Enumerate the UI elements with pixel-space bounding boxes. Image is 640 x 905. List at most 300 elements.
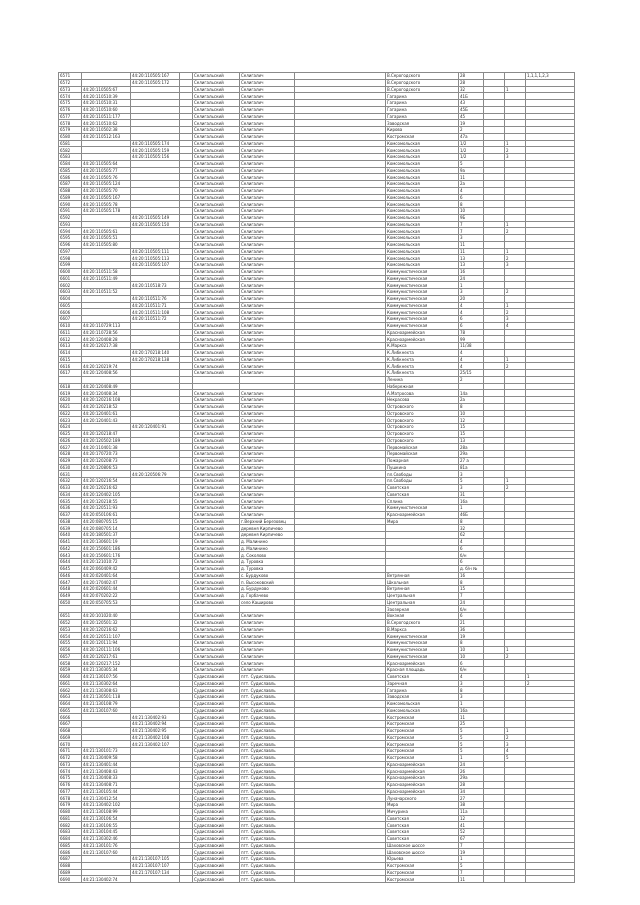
street-cell: Коммунистическая xyxy=(386,282,459,289)
empty-cell xyxy=(180,700,193,707)
cadastral-number-alt-cell xyxy=(131,687,180,694)
apartment-cell xyxy=(505,336,526,343)
settlement-cell: деревня Кирпичево xyxy=(240,525,295,532)
empty-cell xyxy=(295,187,386,194)
extra-cell xyxy=(484,174,505,181)
row-number-cell: 6683 xyxy=(59,829,82,836)
settlement-cell: Селигалич xyxy=(240,93,295,100)
table-row xyxy=(59,127,575,134)
district-cell: Селигальский xyxy=(193,208,240,215)
house-number-cell: 16 xyxy=(459,572,484,579)
street-cell: Комсомольская xyxy=(386,174,459,181)
house-number-cell: 5 xyxy=(459,160,484,167)
settlement-cell: Селигалич xyxy=(240,79,295,86)
apartment-cell xyxy=(505,835,526,842)
district-cell: Селигальский xyxy=(193,471,240,478)
house-number-cell: 2а xyxy=(459,397,484,404)
table-row xyxy=(59,545,575,552)
extra-cell xyxy=(484,687,505,694)
table-row xyxy=(59,282,575,289)
empty-cell xyxy=(295,113,386,120)
house-number-cell: 1 xyxy=(459,282,484,289)
remark-cell xyxy=(526,289,575,296)
house-number-cell: 1 xyxy=(459,856,484,863)
table-row xyxy=(59,748,575,755)
settlement-cell: Селигалич xyxy=(240,187,295,194)
cadastral-number-cell: 44:21:130107:60 xyxy=(82,707,131,714)
cadastral-number-cell: 44:21:130409:58 xyxy=(82,754,131,761)
cadastral-number-alt-cell: 44:20:110505:159 xyxy=(131,147,180,154)
table-row xyxy=(59,329,575,336)
cadastral-number-alt-cell xyxy=(131,194,180,201)
cadastral-number-cell xyxy=(82,147,131,154)
house-number-cell: 25/15 xyxy=(459,370,484,377)
street-cell: Комсомольская xyxy=(386,707,459,714)
remark-cell xyxy=(526,133,575,140)
remark-cell xyxy=(526,667,575,674)
district-cell: Селигальский xyxy=(193,255,240,262)
remark-cell xyxy=(526,491,575,498)
house-number-cell: 16 xyxy=(459,268,484,275)
remark-cell xyxy=(526,498,575,505)
extra-cell xyxy=(484,748,505,755)
cadastral-number-alt-cell xyxy=(131,808,180,815)
street-cell: В.Серогодского xyxy=(386,86,459,93)
street-cell: Коммунистическая xyxy=(386,295,459,302)
empty-cell xyxy=(295,532,386,539)
cadastral-number-alt-cell xyxy=(131,876,180,883)
table-row xyxy=(59,100,575,107)
empty-cell xyxy=(295,100,386,107)
empty-cell xyxy=(295,667,386,674)
cadastral-number-cell: 44:20:120502:189 xyxy=(82,437,131,444)
cadastral-number-alt-cell xyxy=(131,430,180,437)
remark-cell xyxy=(526,768,575,775)
cadastral-number-alt-cell: 44:20:110505:172 xyxy=(131,79,180,86)
street-cell: Заводская xyxy=(386,120,459,127)
empty-cell xyxy=(180,808,193,815)
street-cell xyxy=(386,559,459,566)
cadastral-number-cell: 44:20:050106:61 xyxy=(82,511,131,518)
remark-cell xyxy=(526,106,575,113)
district-cell: Судиславский xyxy=(193,781,240,788)
district-cell: Селигальский xyxy=(193,268,240,275)
street-cell: Красноармейская xyxy=(386,788,459,795)
district-cell: Селигальский xyxy=(193,586,240,593)
house-number-cell: 28 xyxy=(459,73,484,80)
street-cell: Красноармейская xyxy=(386,660,459,667)
empty-cell xyxy=(295,559,386,566)
street-cell: Комсомольская xyxy=(386,228,459,235)
empty-cell xyxy=(180,606,193,613)
row-number-cell: 6623 xyxy=(59,417,82,424)
district-cell: Селигальский xyxy=(193,93,240,100)
house-number-cell: 28а xyxy=(459,444,484,451)
cadastral-number-alt-cell xyxy=(131,174,180,181)
remark-cell xyxy=(526,532,575,539)
extra-cell xyxy=(484,93,505,100)
remark-cell xyxy=(526,275,575,282)
table-row xyxy=(59,667,575,674)
apartment-cell: 1 xyxy=(505,248,526,255)
cadastral-number-cell xyxy=(82,221,131,228)
remark-cell: 1 xyxy=(526,673,575,680)
row-number-cell: 6677 xyxy=(59,788,82,795)
table-row xyxy=(59,680,575,687)
remark-cell xyxy=(526,464,575,471)
empty-cell xyxy=(180,687,193,694)
empty-cell xyxy=(295,700,386,707)
remark-cell xyxy=(526,694,575,701)
apartment-cell: 2 xyxy=(505,484,526,491)
street-cell: Коммунистическая xyxy=(386,316,459,323)
apartment-cell: 5 xyxy=(505,754,526,761)
cadastral-number-cell: 44:20:120408:34 xyxy=(82,390,131,397)
street-cell: Ленина xyxy=(386,376,459,383)
house-number-cell: 34 xyxy=(459,788,484,795)
house-number-cell: 11 xyxy=(459,876,484,883)
empty-cell xyxy=(180,856,193,863)
row-number-cell: 6681 xyxy=(59,815,82,822)
empty-cell xyxy=(295,727,386,734)
cadastral-number-cell: 44:20:110510:31 xyxy=(82,100,131,107)
house-number-cell: 52 xyxy=(459,829,484,836)
settlement-cell: пгт. Судиславль xyxy=(240,788,295,795)
house-number-cell: 5 xyxy=(459,741,484,748)
settlement-cell: д. Малинино xyxy=(240,538,295,545)
remark-cell xyxy=(526,86,575,93)
row-number-cell: 6590 xyxy=(59,201,82,208)
cadastral-number-alt-cell: 44:21:130402:108 xyxy=(131,734,180,741)
extra-cell xyxy=(484,626,505,633)
empty-cell xyxy=(180,471,193,478)
remark-cell xyxy=(526,167,575,174)
table-row xyxy=(59,437,575,444)
table-row xyxy=(59,660,575,667)
apartment-cell: 3 xyxy=(505,262,526,269)
empty-cell xyxy=(180,673,193,680)
district-cell: Судиславский xyxy=(193,815,240,822)
street-cell: Центральная xyxy=(386,599,459,606)
extra-cell xyxy=(484,282,505,289)
street-cell: Островского xyxy=(386,430,459,437)
cadastral-number-cell: 44:21:130308:63 xyxy=(82,687,131,694)
row-number-cell: 6645 xyxy=(59,565,82,572)
apartment-cell: 1 xyxy=(505,646,526,653)
house-number-cell: 29а xyxy=(459,775,484,782)
remark-cell xyxy=(526,646,575,653)
cadastral-number-cell: 44:20:120401:43 xyxy=(82,417,131,424)
row-number-cell: 6592 xyxy=(59,214,82,221)
district-cell: Судиславский xyxy=(193,856,240,863)
row-number-cell: 6663 xyxy=(59,694,82,701)
apartment-cell xyxy=(505,471,526,478)
table-row xyxy=(59,275,575,282)
extra-cell xyxy=(484,673,505,680)
remark-cell xyxy=(526,505,575,512)
street-cell: Коммунистическая xyxy=(386,505,459,512)
apartment-cell xyxy=(505,437,526,444)
district-cell: Селигальский xyxy=(193,646,240,653)
remark-cell xyxy=(526,93,575,100)
district-cell: Селигальский xyxy=(193,174,240,181)
settlement-cell: Селигалич xyxy=(240,127,295,134)
district-cell: Селигальский xyxy=(193,316,240,323)
cadastral-number-cell xyxy=(82,248,131,255)
district-cell: Селигальский xyxy=(193,538,240,545)
empty-cell xyxy=(180,133,193,140)
extra-cell xyxy=(484,363,505,370)
remark-cell xyxy=(526,356,575,363)
table-row xyxy=(59,397,575,404)
table-row xyxy=(59,228,575,235)
extra-cell xyxy=(484,700,505,707)
apartment-cell xyxy=(505,700,526,707)
settlement-cell: пгт. Судиславль xyxy=(240,815,295,822)
extra-cell xyxy=(484,275,505,282)
row-number-cell: 6661 xyxy=(59,680,82,687)
empty-cell xyxy=(295,221,386,228)
table-row xyxy=(59,370,575,377)
house-number-cell: 25 xyxy=(459,721,484,728)
settlement-cell: д. Горбачево xyxy=(240,592,295,599)
row-number-cell: 6667 xyxy=(59,721,82,728)
apartment-cell xyxy=(505,511,526,518)
table-row xyxy=(59,451,575,458)
apartment-cell xyxy=(505,579,526,586)
remark-cell xyxy=(526,376,575,383)
empty-cell xyxy=(180,100,193,107)
cadastral-number-cell: 44:20:150601:186 xyxy=(82,545,131,552)
cadastral-number-alt-cell xyxy=(131,457,180,464)
table-row xyxy=(59,262,575,269)
remark-cell xyxy=(526,100,575,107)
remark-cell xyxy=(526,457,575,464)
house-number-cell: 10 xyxy=(459,653,484,660)
settlement-cell: Селигалич xyxy=(240,167,295,174)
district-cell: Селигальский xyxy=(193,167,240,174)
cadastral-number-cell: 44:21:130408:43 xyxy=(82,768,131,775)
cadastral-number-cell xyxy=(82,73,131,80)
apartment-cell xyxy=(505,349,526,356)
apartment-cell: 1 xyxy=(505,478,526,485)
empty-cell xyxy=(295,734,386,741)
settlement-cell: Селигалич xyxy=(240,322,295,329)
empty-cell xyxy=(180,552,193,559)
settlement-cell: п. Высоковский xyxy=(240,579,295,586)
cadastral-number-cell: 44:21:130408:71 xyxy=(82,781,131,788)
table-row xyxy=(59,538,575,545)
street-cell: Красноармейская xyxy=(386,768,459,775)
table-row xyxy=(59,174,575,181)
street-cell: Гагарина xyxy=(386,113,459,120)
empty-cell xyxy=(295,248,386,255)
apartment-cell xyxy=(505,235,526,242)
cadastral-number-cell: 44:21:130305:34 xyxy=(82,667,131,674)
cadastral-number-alt-cell xyxy=(131,781,180,788)
row-number-cell: 6602 xyxy=(59,282,82,289)
empty-cell xyxy=(180,646,193,653)
table-row xyxy=(59,363,575,370)
table-row xyxy=(59,781,575,788)
remark-cell xyxy=(526,808,575,815)
empty-cell xyxy=(180,694,193,701)
row-number-cell: 6611 xyxy=(59,329,82,336)
remark-cell xyxy=(526,140,575,147)
table-row xyxy=(59,430,575,437)
table-row xyxy=(59,194,575,201)
apartment-cell xyxy=(505,106,526,113)
row-number-cell: 6652 xyxy=(59,619,82,626)
extra-cell xyxy=(484,356,505,363)
apartment-cell xyxy=(505,370,526,377)
cadastral-number-cell: 44:20:110505:70 xyxy=(82,187,131,194)
street-cell: Комсомольская xyxy=(386,154,459,161)
cadastral-number-cell: 44:20:120408:49 xyxy=(82,383,131,390)
house-number-cell: 7 xyxy=(459,869,484,876)
empty-cell xyxy=(180,869,193,876)
apartment-cell xyxy=(505,457,526,464)
cadastral-number-cell: 44:21:130302:64 xyxy=(82,680,131,687)
extra-cell xyxy=(484,73,505,80)
cadastral-number-cell: 44:20:050705:53 xyxy=(82,599,131,606)
district-cell: Селигальский xyxy=(193,289,240,296)
cadastral-number-cell: 44:20:020601:44 xyxy=(82,586,131,593)
remark-cell xyxy=(526,795,575,802)
empty-cell xyxy=(180,498,193,505)
extra-cell xyxy=(484,714,505,721)
district-cell: Селигальский xyxy=(193,457,240,464)
row-number-cell: 6644 xyxy=(59,559,82,566)
cadastral-number-alt-cell xyxy=(131,815,180,822)
settlement-cell xyxy=(240,376,295,383)
empty-cell xyxy=(295,241,386,248)
remark-cell xyxy=(526,113,575,120)
remark-cell xyxy=(526,302,575,309)
cadastral-number-alt-cell xyxy=(131,343,180,350)
cadastral-number-alt-cell: 44:20:110511:108 xyxy=(131,309,180,316)
cadastral-number-cell xyxy=(82,862,131,869)
cadastral-number-alt-cell xyxy=(131,417,180,424)
table-row xyxy=(59,606,575,613)
street-cell: Комсомольская xyxy=(386,700,459,707)
apartment-cell xyxy=(505,721,526,728)
street-cell: В.Серогодского xyxy=(386,619,459,626)
district-cell: Селигальский xyxy=(193,430,240,437)
row-number-cell: 6605 xyxy=(59,302,82,309)
empty-cell xyxy=(295,228,386,235)
table-row xyxy=(59,552,575,559)
remark-cell xyxy=(526,842,575,849)
street-cell: Костромская xyxy=(386,862,459,869)
settlement-cell: пгт. Судиславль xyxy=(240,680,295,687)
row-number-cell xyxy=(59,606,82,613)
empty-cell xyxy=(180,829,193,836)
empty-cell xyxy=(295,86,386,93)
table-row xyxy=(59,862,575,869)
row-number-cell: 6634 xyxy=(59,491,82,498)
empty-cell xyxy=(295,619,386,626)
settlement-cell: Селигалич xyxy=(240,390,295,397)
extra-cell xyxy=(484,572,505,579)
cadastral-number-cell xyxy=(82,471,131,478)
empty-cell xyxy=(180,154,193,161)
empty-cell xyxy=(180,383,193,390)
empty-cell xyxy=(295,633,386,640)
extra-cell xyxy=(484,376,505,383)
row-number-cell: 6649 xyxy=(59,592,82,599)
table-row xyxy=(59,775,575,782)
street-cell: Комсомольская xyxy=(386,208,459,215)
table-row xyxy=(59,768,575,775)
table-row xyxy=(59,255,575,262)
cadastral-number-cell: 44:20:150601:176 xyxy=(82,552,131,559)
settlement-cell: пгт. Судиславль xyxy=(240,721,295,728)
cadastral-number-cell: 44:20:110505:77 xyxy=(82,167,131,174)
settlement-cell: пгт. Судиславль xyxy=(240,849,295,856)
settlement-cell: Селигалич xyxy=(240,336,295,343)
row-number-cell: 6672 xyxy=(59,754,82,761)
district-cell: Селигальский xyxy=(193,282,240,289)
settlement-cell: Селигалич xyxy=(240,106,295,113)
row-number-cell: 6606 xyxy=(59,309,82,316)
cadastral-number-alt-cell: 44:20:110505:113 xyxy=(131,255,180,262)
house-number-cell: 24 xyxy=(459,275,484,282)
house-number-cell: 6 xyxy=(459,613,484,620)
house-number-cell: 7 xyxy=(459,228,484,235)
settlement-cell: пгт. Судиславль xyxy=(240,761,295,768)
cadastral-number-alt-cell xyxy=(131,120,180,127)
extra-cell xyxy=(484,822,505,829)
extra-cell xyxy=(484,383,505,390)
settlement-cell: Селигалич xyxy=(240,316,295,323)
street-cell: Шаховское шоссе xyxy=(386,849,459,856)
apartment-cell xyxy=(505,788,526,795)
settlement-cell: Селигалич xyxy=(240,248,295,255)
table-row xyxy=(59,734,575,741)
table-row xyxy=(59,525,575,532)
settlement-cell: пгт. Судиславль xyxy=(240,707,295,714)
empty-cell xyxy=(295,572,386,579)
district-cell: Судиславский xyxy=(193,700,240,707)
settlement-cell: пгт. Судиславль xyxy=(240,700,295,707)
settlement-cell: пгт. Судиславль xyxy=(240,856,295,863)
cadastral-number-cell: 44:20:120216:62 xyxy=(82,484,131,491)
empty-cell xyxy=(180,484,193,491)
settlement-cell: Селигалич xyxy=(240,113,295,120)
table-row xyxy=(59,403,575,410)
row-number-cell: 6626 xyxy=(59,437,82,444)
row-number-cell: 6633 xyxy=(59,484,82,491)
table-row xyxy=(59,160,575,167)
extra-cell xyxy=(484,633,505,640)
house-number-cell: 62 xyxy=(459,532,484,539)
table-row xyxy=(59,484,575,491)
house-number-cell: 6 xyxy=(459,559,484,566)
street-cell: Комсомольская xyxy=(386,235,459,242)
extra-cell xyxy=(484,316,505,323)
row-number-cell: 6648 xyxy=(59,586,82,593)
apartment-cell xyxy=(505,282,526,289)
district-cell: Селигальский xyxy=(193,248,240,255)
empty-cell xyxy=(180,518,193,525)
cadastral-number-alt-cell xyxy=(131,403,180,410)
house-number-cell: 27 xyxy=(459,795,484,802)
district-cell: Селигальский xyxy=(193,518,240,525)
house-number-cell: 12 xyxy=(459,417,484,424)
cadastral-number-cell: 44:21:130105:44 xyxy=(82,788,131,795)
district-cell: Судиславский xyxy=(193,802,240,809)
